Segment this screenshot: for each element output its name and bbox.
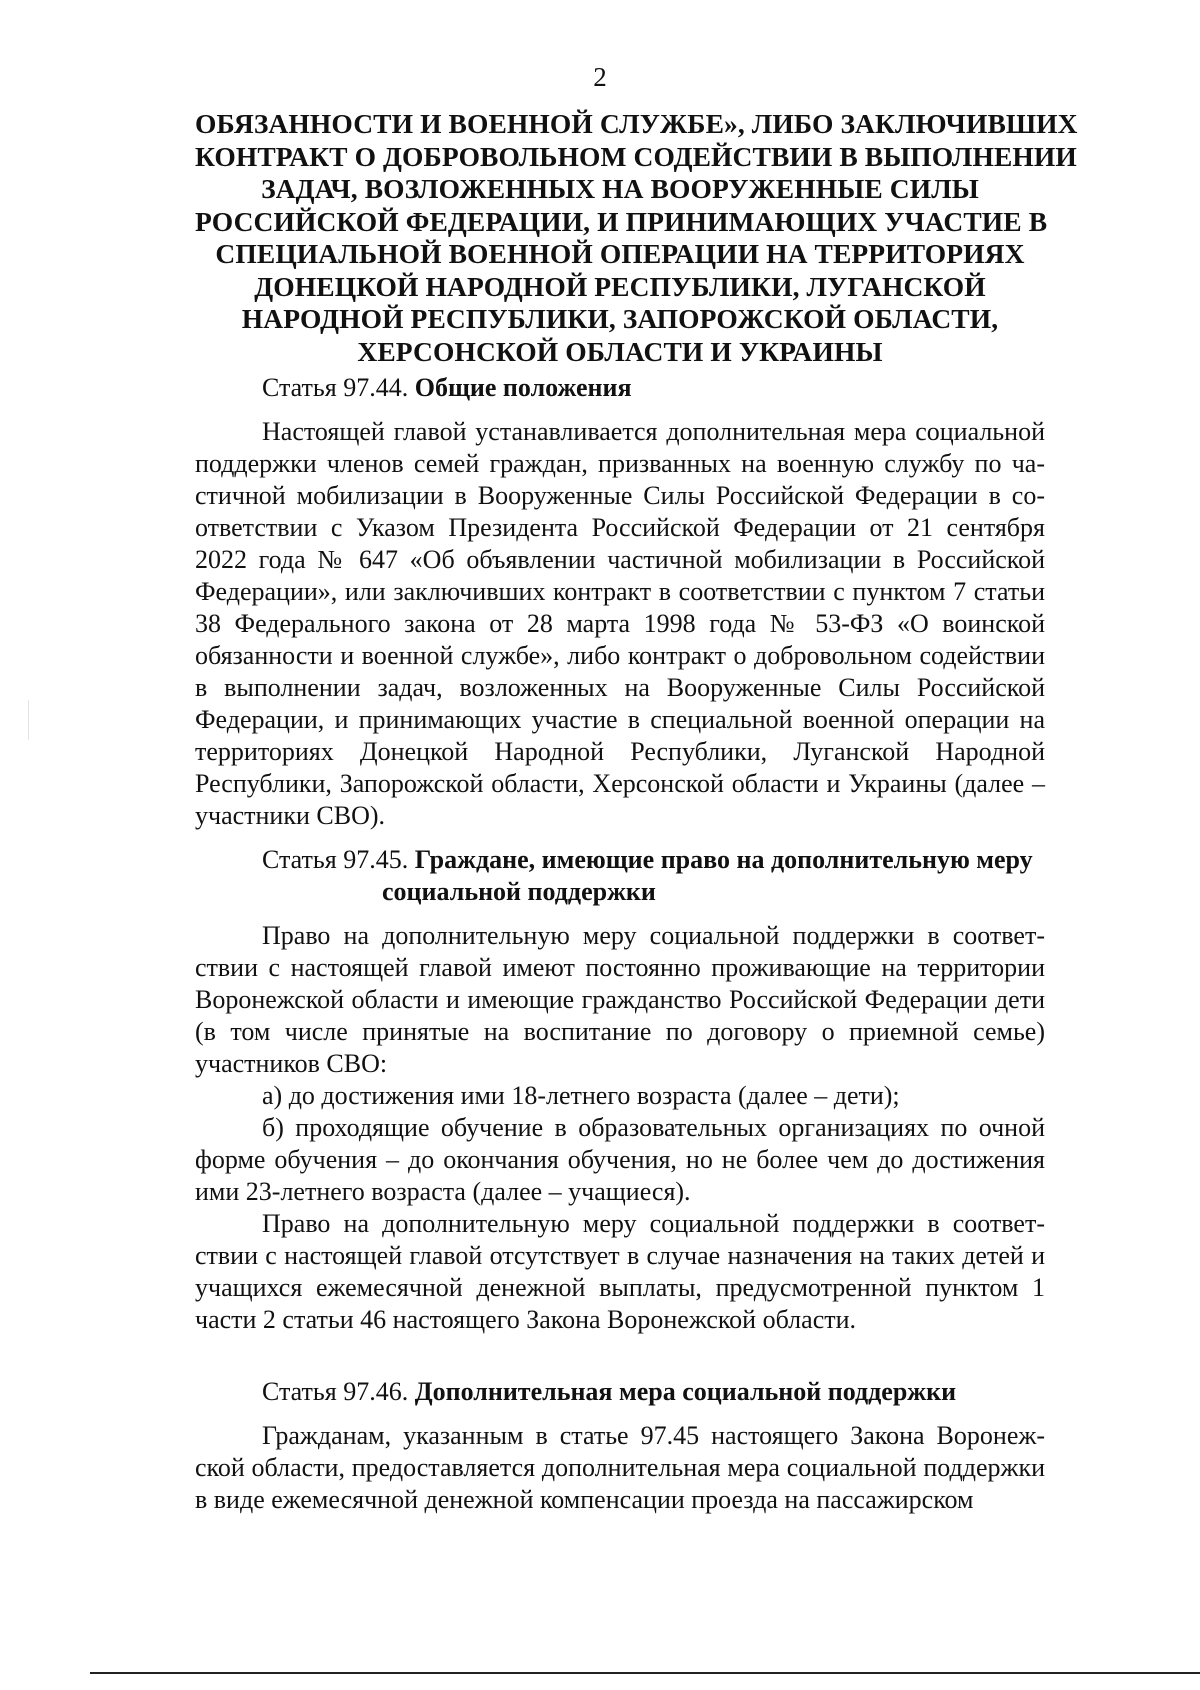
chapter-heading-line: НАРОДНОЙ РЕСПУБЛИКИ, ЗАПОРОЖСКОЙ ОБЛАСТИ,	[241, 303, 999, 334]
document-body	[195, 372, 1045, 1516]
article-name: Общие положения	[414, 373, 632, 402]
article-97-44	[195, 372, 1045, 832]
article-number: Статья 97.46.	[262, 1377, 409, 1406]
footer-rule	[90, 1672, 1200, 1674]
article-97-45	[195, 844, 1045, 1336]
chapter-heading-line: ОБЯЗАННОСТИ И ВОЕННОЙ СЛУЖБЕ», ЛИБО ЗАКЛЮЧИВШИХ	[195, 108, 1078, 139]
paragraph: Настоящей главой устанавливается дополнительная мера социальной поддержки членов семей граждан, призванных на военную службу по частичной мобилизации в Вооруженные Силы Российской Федерации в соответствии с Указом Президента Российской Федерации от 21 сентября 2022 года № 647 «Об объявлении частичной мобилизации в Российской Федерации», или заключивших контракт в соответствии с пунктом 7 статьи 38 Федерального закона от 28 марта 1998 года № 53-ФЗ «О воинской обязанности и военной службе», либо контракт о добровольном содействии в выполнении задач, возложенных на Вооруженные Силы Российской Федерации, и принимающих участие в специальной военной операции на территориях Донецкой Народной Республики, Луганской Народной Республики, Запорожской области, Херсонской области и Украины (далее – участники СВО).	[195, 417, 1045, 830]
chapter-heading-line: РОССИЙСКОЙ ФЕДЕРАЦИИ, И ПРИНИМАЮЩИХ УЧАСТИЕ В	[195, 205, 1048, 237]
paragraph: Право на дополнительную меру социальной поддержки в соответствии с настоящей главой имеют постоянно проживающие на территории Воронежской области и имеющие гражданство Российской Федерации дети (в том числе принятые на воспитание по договору о приемной семье) участников СВО:	[195, 921, 1045, 1078]
paragraph: а) до достижения ими 18-летнего возраста (далее – дети);	[262, 1081, 900, 1110]
article-name: Дополнительная мера социальной поддержки	[414, 1377, 957, 1406]
scan-artifact	[28, 700, 29, 740]
article-name: Граждане, имеющие право на дополнительную меру	[414, 845, 1033, 874]
article-title	[195, 844, 1045, 908]
article-title	[195, 1376, 1045, 1408]
article-title	[195, 372, 1045, 404]
chapter-heading	[195, 108, 1078, 368]
article-number: Статья 97.44.	[262, 373, 409, 402]
article-name-continued: социальной поддержки	[382, 877, 656, 906]
paragraph: Гражданам, указанным в статье 97.45 настоящего Закона Воронежской области, предоставляется дополнительная мера социальной поддержки в виде ежемесячной денежной компенсации проезда на пассажирском	[195, 1421, 1045, 1514]
article-number: Статья 97.45.	[262, 845, 409, 874]
article-97-46	[195, 1376, 1045, 1516]
paragraph: Право на дополнительную меру социальной поддержки в соответствии с настоящей главой отсутствует в случае назначения на таких детей и учащихся ежемесячной денежной выплаты, предусмотренной пунктом 1 части 2 статьи 46 настоящего Закона Воронежской области.	[195, 1209, 1045, 1334]
chapter-heading-line: ЗАДАЧ, ВОЗЛОЖЕННЫХ НА ВООРУЖЕННЫЕ СИЛЫ	[261, 173, 979, 204]
chapter-heading-line: ХЕРСОНСКОЙ ОБЛАСТИ И УКРАИНЫ	[357, 335, 883, 367]
paragraph: б) проходящие обучение в образовательных организациях по очной форме обучения – до окончания обучения, но не более чем до достижения ими 23-летнего возраста (далее – учащиеся).	[195, 1113, 1045, 1206]
chapter-heading-line: СПЕЦИАЛЬНОЙ ВОЕННОЙ ОПЕРАЦИИ НА ТЕРРИТОРИЯХ	[215, 238, 1025, 269]
chapter-heading-line: ДОНЕЦКОЙ НАРОДНОЙ РЕСПУБЛИКИ, ЛУГАНСКОЙ	[254, 270, 986, 302]
chapter-heading-line: КОНТРАКТ О ДОБРОВОЛЬНОМ СОДЕЙСТВИИ В ВЫПОЛНЕНИИ	[195, 140, 1077, 172]
page-number: 2	[593, 62, 607, 92]
